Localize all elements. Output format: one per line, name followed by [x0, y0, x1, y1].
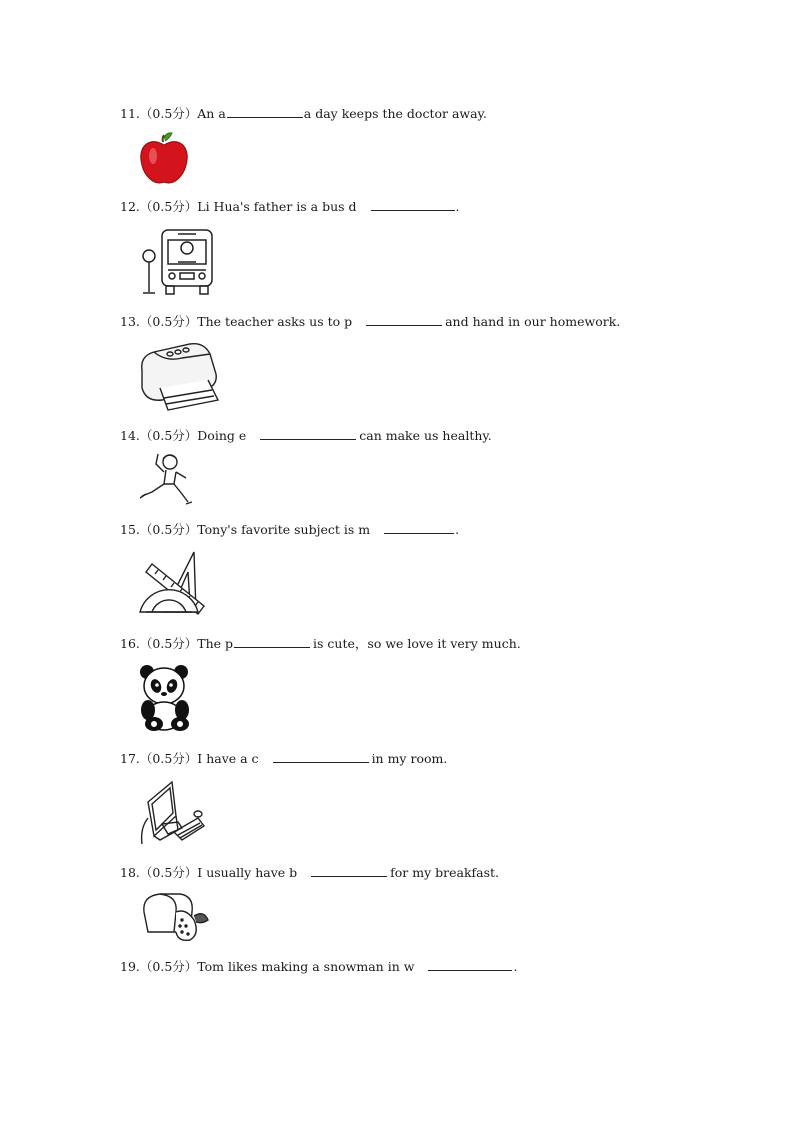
question-number: 13. [120, 314, 140, 329]
question-number: 11. [120, 106, 140, 121]
computer-icon [138, 778, 208, 848]
bus-icon [138, 226, 218, 296]
question-score: （0.5分） [139, 751, 198, 766]
question-14 [120, 427, 492, 444]
answer-blank[interactable] [371, 198, 455, 211]
question-17 [120, 750, 447, 767]
question-text-after: and hand in our homework. [445, 314, 621, 329]
panda-icon [138, 664, 192, 732]
question-number: 17. [120, 751, 140, 766]
answer-blank[interactable] [227, 105, 303, 118]
exercise-icon [138, 450, 196, 506]
question-score: （0.5分） [139, 106, 198, 121]
question-number: 14. [120, 428, 140, 443]
question-18 [120, 864, 499, 881]
question-text-before: Tom likes making a snowman in w [197, 959, 415, 974]
question-score: （0.5分） [139, 314, 198, 329]
question-score: （0.5分） [139, 199, 198, 214]
question-text-before: I usually have b [197, 865, 298, 880]
question-number: 15. [120, 522, 140, 537]
answer-blank[interactable] [366, 313, 442, 326]
question-text-before: I have a c [197, 751, 259, 766]
answer-blank[interactable] [384, 521, 454, 534]
question-text-after: . [455, 199, 460, 214]
question-score: （0.5分） [139, 522, 198, 537]
question-text-after: . [455, 522, 460, 537]
apple-icon [138, 132, 190, 186]
question-15 [120, 521, 459, 538]
question-12 [120, 198, 460, 215]
question-number: 16. [120, 636, 140, 651]
question-11 [120, 105, 487, 122]
question-number: 19. [120, 959, 140, 974]
question-number: 18. [120, 865, 140, 880]
question-text-before: The teacher asks us to p [197, 314, 353, 329]
answer-blank[interactable] [260, 427, 356, 440]
question-score: （0.5分） [139, 428, 198, 443]
question-19 [120, 958, 517, 975]
question-text-after: . [513, 959, 518, 974]
question-text-before: Doing e [197, 428, 247, 443]
bread-icon [138, 890, 210, 942]
answer-blank[interactable] [428, 958, 512, 971]
ruler-protractor-icon [138, 550, 208, 616]
question-text-after: in my room. [371, 751, 448, 766]
question-text-after: can make us healthy. [359, 428, 492, 443]
question-text-after: a day keeps the doctor away. [303, 106, 487, 121]
question-score: （0.5分） [139, 636, 198, 651]
question-score: （0.5分） [139, 865, 198, 880]
question-score: （0.5分） [139, 959, 198, 974]
question-text-after: is cute，so we love it very much. [313, 636, 521, 651]
question-text-before: An a [197, 106, 226, 121]
question-text-before: Li Hua's father is a bus d [197, 199, 357, 214]
answer-blank[interactable] [273, 750, 369, 763]
answer-blank[interactable] [234, 635, 310, 648]
printer-icon [138, 340, 220, 412]
question-text-before: Tony's favorite subject is m [197, 522, 371, 537]
answer-blank[interactable] [311, 864, 387, 877]
question-16 [120, 635, 521, 652]
question-text-before: The p [197, 636, 234, 651]
question-text-after: for my breakfast. [390, 865, 500, 880]
question-number: 12. [120, 199, 140, 214]
question-13 [120, 313, 620, 330]
